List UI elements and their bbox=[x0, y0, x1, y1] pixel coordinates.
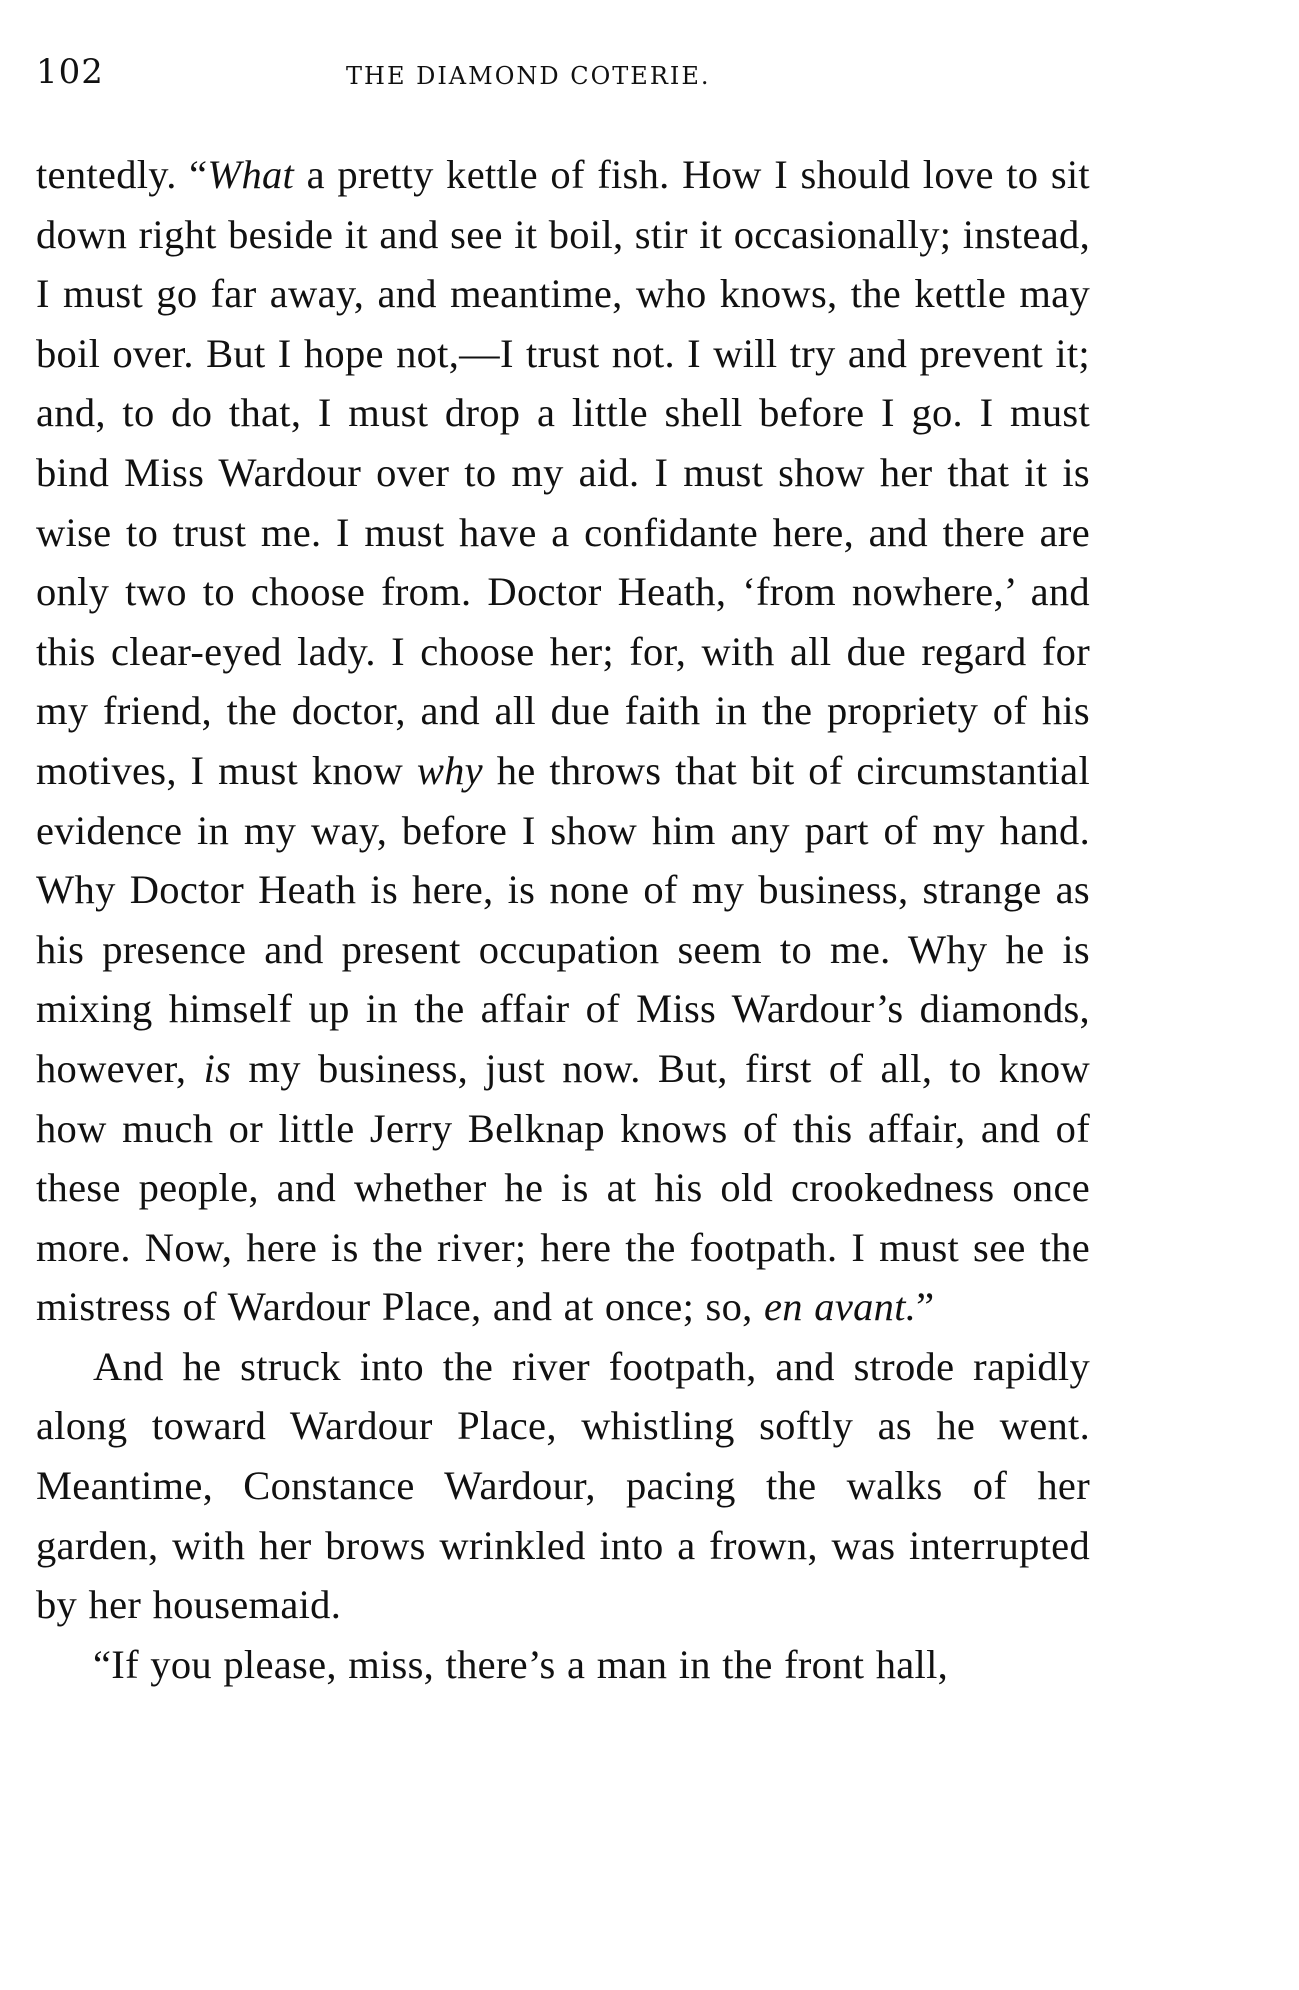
page-number: 102 bbox=[36, 52, 104, 92]
paragraph-3 bbox=[36, 1635, 1090, 1695]
italic-segment: why bbox=[416, 747, 483, 793]
italic-segment: is bbox=[203, 1045, 232, 1091]
paragraph-2 bbox=[36, 1337, 1090, 1635]
text-segment: “If you please, miss, there’s a man in the front hall, bbox=[93, 1641, 949, 1687]
body-text bbox=[36, 145, 1090, 1694]
italic-segment: en avant. bbox=[764, 1284, 917, 1330]
text-segment: a pretty kettle of fish. How I should love to sit down right beside it and see it boil, stir it occasionally; instead, I must go far away, and meantime, who knows, the kettle may boil over. But I hope not,—I trust not. I will try and prevent it; and, to do that, I must drop a little shell before I go. I must bind Miss Wardour over to my aid. I must show her that it is wise to trust me. I must have a confidante here, and there are only two to choose from. Doctor Heath, ‘from nowhere,’ and this clear-eyed lady. I choose her; for, with all due regard for my friend, the doctor, and all due faith in the propriety of his motives, I must know bbox=[36, 152, 1090, 793]
paragraph-1 bbox=[36, 145, 1090, 1337]
text-segment: And he struck into the river footpath, and strode rapidly along toward Wardour Place, whistling softly as he went. Meantime, Constance Wardour, pacing the walks of her garden, with her brows wrinkled into a frown, was interrupted by her housemaid. bbox=[36, 1343, 1090, 1628]
italic-segment: What bbox=[207, 152, 295, 197]
running-head bbox=[36, 52, 1086, 92]
running-title: THE DIAMOND COTERIE. bbox=[346, 62, 711, 90]
text-segment: ” bbox=[916, 1284, 935, 1330]
text-segment: my business, just now. But, first of all, to know how much or little Jerry Belknap knows of this affair, and of these people, and whether he is at his old crookedness once more. Now, here is the river; here the footpath. I must see the mistress of Wardour Place, and at once; so, bbox=[36, 1045, 1090, 1330]
text-segment: tentedly. “ bbox=[36, 152, 208, 197]
text-segment: he throws that bit of circumstantial evidence in my way, before I show him any part of my hand. Why Doctor Heath is here, is none of my business, strange as his presence and present occupation seem to me. Why he is mixing himself up in the affair of Miss Wardour’s diamonds, however, bbox=[36, 747, 1090, 1091]
